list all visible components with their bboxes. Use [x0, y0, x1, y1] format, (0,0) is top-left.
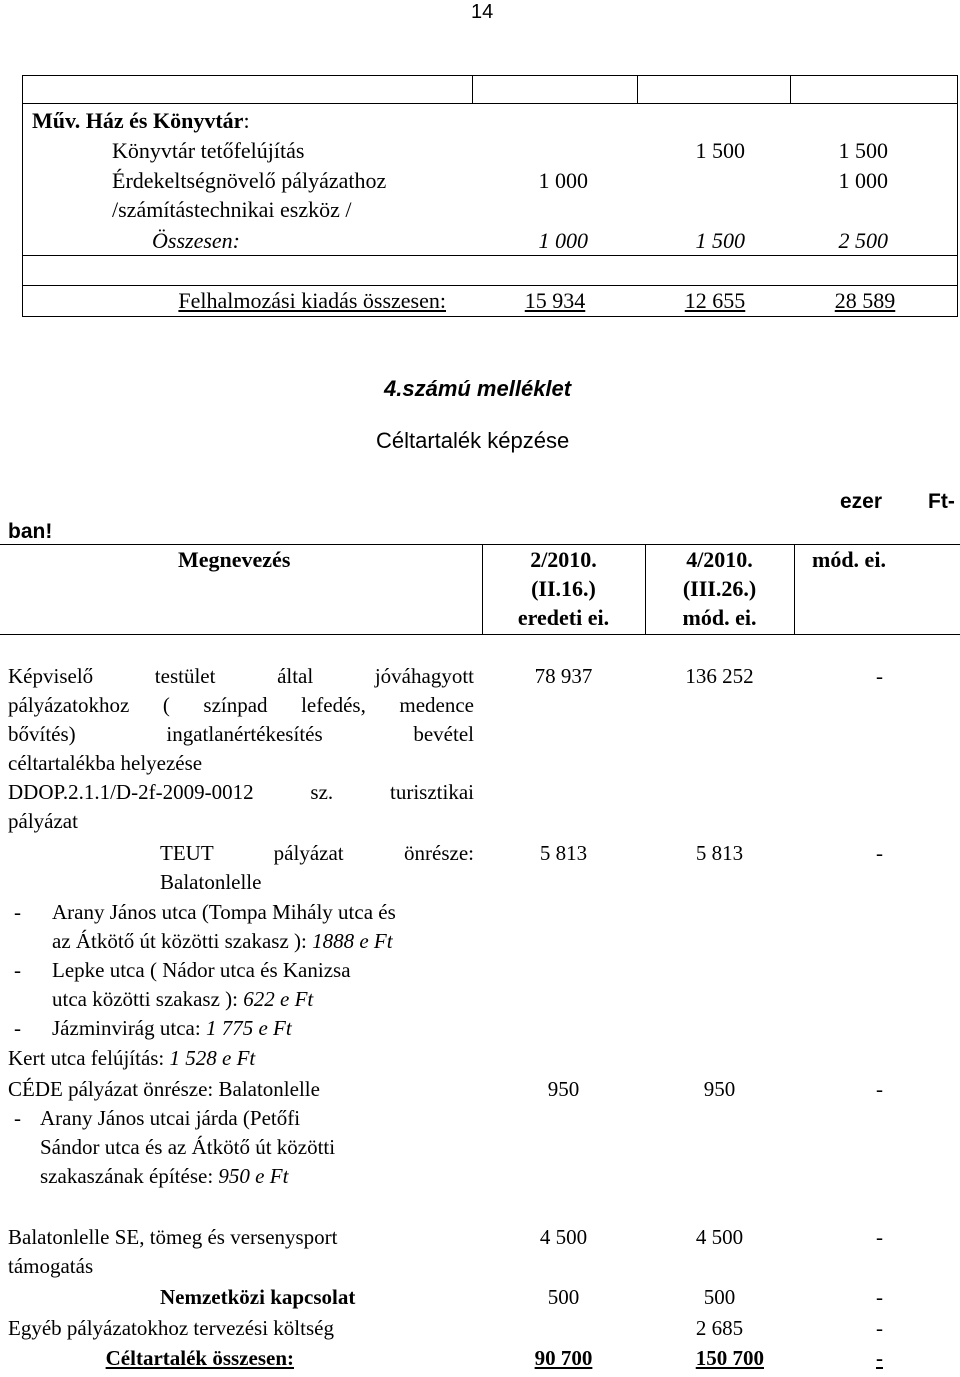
header-col2-line3: mód. ei. [682, 605, 757, 630]
cell-value: 5 813 [695, 841, 744, 865]
header-col2-line2: (III.26.) [682, 576, 757, 601]
unit-currency: Ft- [928, 490, 955, 513]
header-col2-line1: 4/2010. [686, 547, 753, 572]
list-item: az Átkötő út közötti szakasz ): 1888 e Ft [52, 929, 393, 953]
row-text-line: pályázat [8, 809, 78, 833]
row-title: CÉDE pályázat önrésze: Balatonlelle [8, 1077, 320, 1101]
total-value: 15 934 [524, 288, 586, 313]
list-item: Arany János utca (Tompa Mihály utca és [52, 900, 396, 924]
cell-value: - [876, 664, 883, 688]
sum-value: 2 500 [838, 228, 888, 253]
cell-value: 2 685 [695, 1316, 744, 1340]
total-value: 150 700 [695, 1346, 764, 1370]
sum-value: 1 500 [695, 228, 745, 253]
row-label: Nemzetközi kapcsolat [160, 1285, 356, 1309]
row-title: TEUT pályázat önrésze: [160, 841, 474, 865]
section-title: Műv. Ház és Könyvtár: [32, 108, 250, 133]
row-title: Balatonlelle [160, 870, 262, 894]
cell-value: 136 252 [685, 664, 754, 688]
cell-value: - [876, 1285, 883, 1309]
row-label: Könyvtár tetőfelújítás [112, 138, 305, 163]
row-text-line: pályázatokhoz ( színpad lefedés, medence [8, 693, 474, 717]
header-col1-line1: 2/2010. [530, 547, 597, 572]
list-item: Jázminvirág utca: 1 775 e Ft [52, 1016, 292, 1040]
list-item: Arany János utcai járda (Petőfi [40, 1106, 301, 1130]
row-label: Egyéb pályázatokhoz tervezési költség [8, 1316, 334, 1340]
cell-value: 950 [547, 1077, 580, 1101]
total-value: 90 700 [534, 1346, 593, 1370]
list-dash: - [14, 1106, 21, 1130]
header-name: Megnevezés [178, 547, 291, 572]
sum-value: 1 000 [538, 228, 588, 253]
cell-value: - [876, 1077, 883, 1101]
row-text-line: céltartalékba helyezése [8, 751, 203, 775]
cell-value: 5 813 [539, 841, 588, 865]
annex-title: 4.számú melléklet [384, 376, 572, 401]
total-label: Felhalmozási kiadás összesen: [178, 288, 446, 313]
unit-suffix: ban! [8, 520, 53, 543]
cell-value: 500 [547, 1285, 580, 1309]
total-value: 12 655 [684, 288, 746, 313]
cell-value: 1 500 [695, 138, 745, 163]
row-label: támogatás [8, 1254, 94, 1278]
list-item: szakaszának építése: 950 e Ft [40, 1164, 289, 1188]
cell-value: 1 500 [838, 138, 888, 163]
sum-label: Összesen: [152, 228, 240, 253]
cell-value: 4 500 [539, 1225, 588, 1249]
cell-value: 1 000 [538, 168, 588, 193]
list-item: Sándor utca és az Átkötő út közötti [40, 1135, 336, 1159]
cell-value: - [876, 841, 883, 865]
annex-subtitle: Céltartalék képzése [376, 428, 570, 453]
list-item: utca közötti szakasz ): 622 e Ft [52, 987, 314, 1011]
list-item: Lepke utca ( Nádor utca és Kanizsa [52, 958, 351, 982]
cell-value: 950 [703, 1077, 736, 1101]
row-text-line: DDOP.2.1.1/D-2f-2009-0012 sz. turisztikai [8, 780, 474, 804]
cell-value: 1 000 [838, 168, 888, 193]
list-dash: - [14, 900, 21, 924]
row-label: Érdekeltségnövelő pályázathoz [112, 168, 387, 193]
cell-value: 500 [703, 1285, 736, 1309]
list-item: Kert utca felújítás: 1 528 e Ft [8, 1046, 256, 1070]
total-value: 28 589 [834, 288, 896, 313]
cell-value: - [876, 1225, 883, 1249]
list-dash: - [14, 1016, 21, 1040]
page-number: 14 [471, 1, 494, 23]
header-col3: mód. ei. [812, 547, 886, 572]
row-text-line: bővítés) ingatlanértékesítés bevétel [8, 722, 474, 746]
row-label: Balatonlelle SE, tömeg és versenysport [8, 1225, 338, 1249]
row-text-line: Képviselő testület által jóváhagyott [8, 664, 474, 688]
cell-value: - [876, 1316, 883, 1340]
cell-value: 4 500 [695, 1225, 744, 1249]
total-label: Céltartalék összesen: [105, 1346, 294, 1370]
header-col1-line2: (II.16.) [531, 576, 596, 601]
row-label: /számítástechnikai eszköz / [112, 197, 352, 222]
total-value: - [876, 1346, 883, 1370]
unit-word: ezer [840, 490, 883, 513]
cell-value: 78 937 [534, 664, 593, 688]
list-dash: - [14, 958, 21, 982]
header-col1-line3: eredeti ei. [517, 605, 610, 630]
